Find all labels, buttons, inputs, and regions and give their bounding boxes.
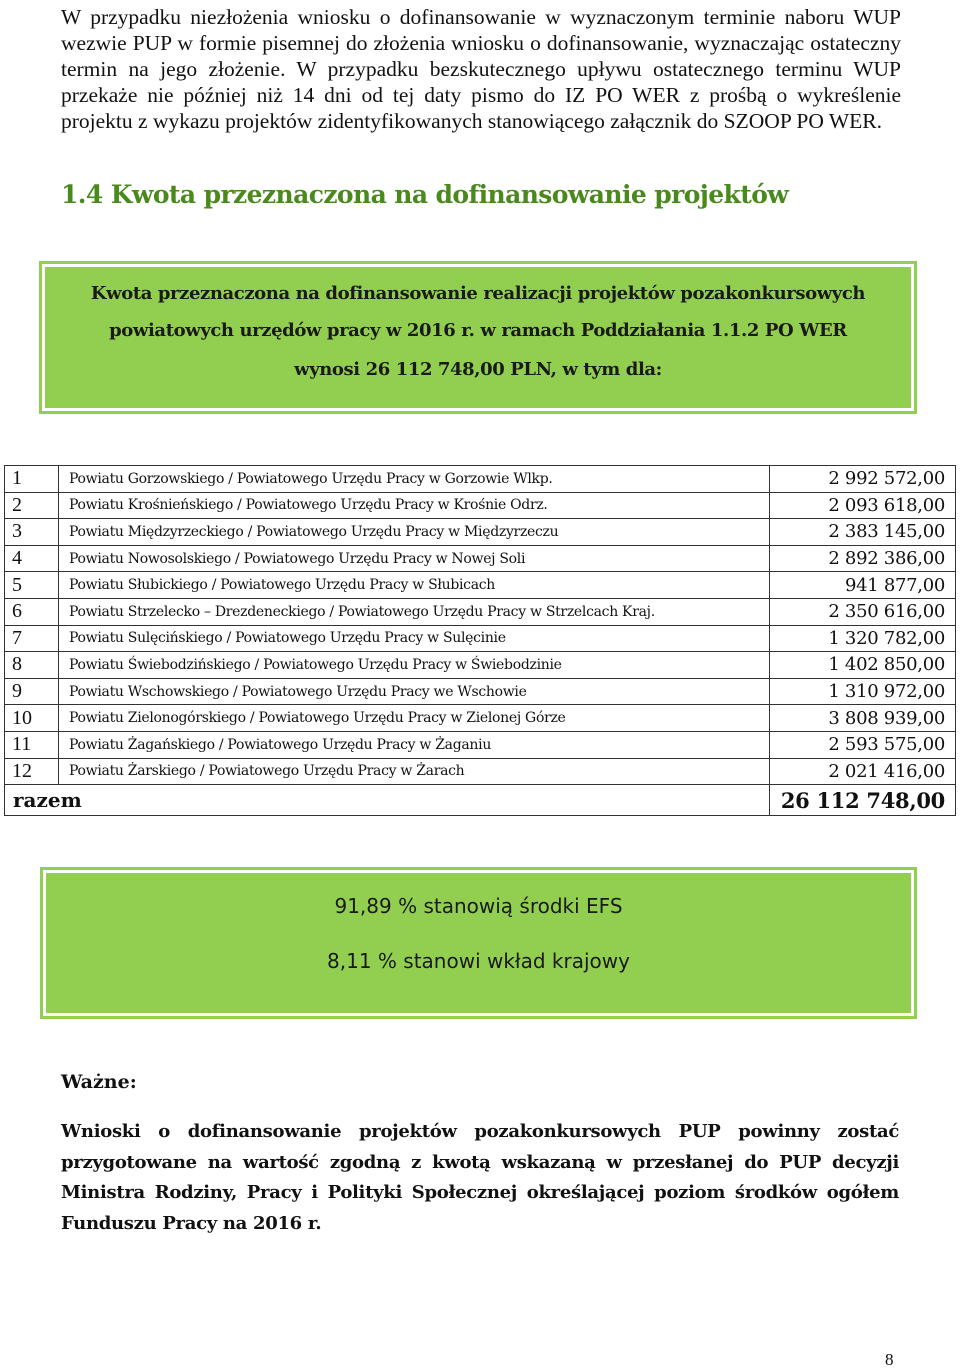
table-row: [5, 519, 956, 546]
row-name: Powiatu Słubickiego / Powiatowego Urzędu Pracy w Słubicach: [59, 572, 770, 599]
funding-efs-line: 91,89 % stanowią środki EFS: [334, 894, 623, 918]
amount-box: [45, 267, 911, 408]
row-number: 6: [5, 598, 59, 625]
row-number: 12: [5, 758, 59, 785]
funding-box: [46, 873, 911, 1013]
funding-national-line: 8,11 % stanowi wkład krajowy: [327, 949, 630, 973]
table-row: [5, 466, 956, 493]
row-amount: 2 593 575,00: [770, 731, 956, 758]
amount-box-line-2: powiatowych urzędów pracy w 2016 r. w ramach Poddziałania 1.1.2 PO WER: [109, 320, 847, 341]
row-amount: 941 877,00: [770, 572, 956, 599]
note-body: Wnioski o dofinansowanie projektów pozakonkursowych PUP powinny zostać przygotowane na wartość zgodną z kwotą wskazaną w przesłanej do PUP decyzji Ministra Rodziny, Pracy i Polityki Społecznej określającej poziom środków ogółem Funduszu Pracy na 2016 r.: [61, 1121, 899, 1234]
row-amount: 2 383 145,00: [770, 519, 956, 546]
row-number: 4: [5, 545, 59, 572]
row-amount: 1 320 782,00: [770, 625, 956, 652]
row-number: 10: [5, 705, 59, 732]
row-name: Powiatu Gorzowskiego / Powiatowego Urzędu Pracy w Gorzowie Wlkp.: [59, 466, 770, 493]
row-name: Powiatu Zielonogórskiego / Powiatowego Urzędu Pracy w Zielonej Górze: [59, 705, 770, 732]
note-title: Ważne:: [61, 1071, 137, 1093]
table-row: [5, 572, 956, 599]
row-name: Powiatu Żarskiego / Powiatowego Urzędu Pracy w Żarach: [59, 758, 770, 785]
row-name: Powiatu Żagańskiego / Powiatowego Urzędu Pracy w Żaganiu: [59, 731, 770, 758]
row-name: Powiatu Krośnieńskiego / Powiatowego Urzędu Pracy w Krośnie Odrz.: [59, 492, 770, 519]
total-label: razem: [5, 785, 770, 816]
amount-box-line-1: Kwota przeznaczona na dofinansowanie realizacji projektów pozakonkursowych: [90, 283, 866, 304]
table-row: [5, 545, 956, 572]
intro-paragraph: W przypadku niezłożenia wniosku o dofinansowanie w wyznaczonym terminie naboru WUP wezwie PUP w formie pisemnej do złożenia wniosku o dofinansowanie, wyznaczając ostateczny termin na jego złożenie. W przypadku bezskutecznego upływu ostatecznego terminu WUP przekaże nie później niż 14 dni od tej daty pismo do IZ PO WER z prośbą o wykreślenie projektu z wykazu projektów zidentyfikowanych stanowiącego załącznik do SZOOP PO WER.: [61, 5, 901, 133]
row-amount: 2 350 616,00: [770, 598, 956, 625]
row-number: 7: [5, 625, 59, 652]
row-amount: 1 402 850,00: [770, 652, 956, 679]
table-row: [5, 598, 956, 625]
row-amount: 2 992 572,00: [770, 466, 956, 493]
row-amount: 2 021 416,00: [770, 758, 956, 785]
row-name: Powiatu Strzelecko – Drezdeneckiego / Powiatowego Urzędu Pracy w Strzelcach Kraj.: [59, 598, 770, 625]
total-row: [5, 785, 956, 816]
row-number: 8: [5, 652, 59, 679]
row-number: 3: [5, 519, 59, 546]
row-name: Powiatu Międzyrzeckiego / Powiatowego Urzędu Pracy w Międzyrzeczu: [59, 519, 770, 546]
row-amount: 2 892 386,00: [770, 545, 956, 572]
table-row: [5, 758, 956, 785]
table-row: [5, 652, 956, 679]
allocation-table: [4, 465, 956, 816]
row-number: 2: [5, 492, 59, 519]
total-amount: 26 112 748,00: [770, 785, 956, 816]
row-name: Powiatu Wschowskiego / Powiatowego Urzędu Pracy we Wschowie: [59, 678, 770, 705]
row-number: 9: [5, 678, 59, 705]
row-amount: 3 808 939,00: [770, 705, 956, 732]
table-row: [5, 492, 956, 519]
amount-box-line-3: wynosi 26 112 748,00 PLN, w tym dla:: [294, 359, 662, 380]
row-amount: 1 310 972,00: [770, 678, 956, 705]
table-row: [5, 705, 956, 732]
table-row: [5, 731, 956, 758]
row-number: 11: [5, 731, 59, 758]
row-amount: 2 093 618,00: [770, 492, 956, 519]
row-number: 1: [5, 466, 59, 493]
row-name: Powiatu Świebodzińskiego / Powiatowego Urzędu Pracy w Świebodzinie: [59, 652, 770, 679]
section-heading: 1.4 Kwota przeznaczona na dofinansowanie projektów: [61, 180, 789, 209]
row-name: Powiatu Nowosolskiego / Powiatowego Urzędu Pracy w Nowej Soli: [59, 545, 770, 572]
row-name: Powiatu Sulęcińskiego / Powiatowego Urzędu Pracy w Sulęcinie: [59, 625, 770, 652]
page-number: 8: [885, 1350, 894, 1369]
table-row: [5, 625, 956, 652]
row-number: 5: [5, 572, 59, 599]
table-row: [5, 678, 956, 705]
